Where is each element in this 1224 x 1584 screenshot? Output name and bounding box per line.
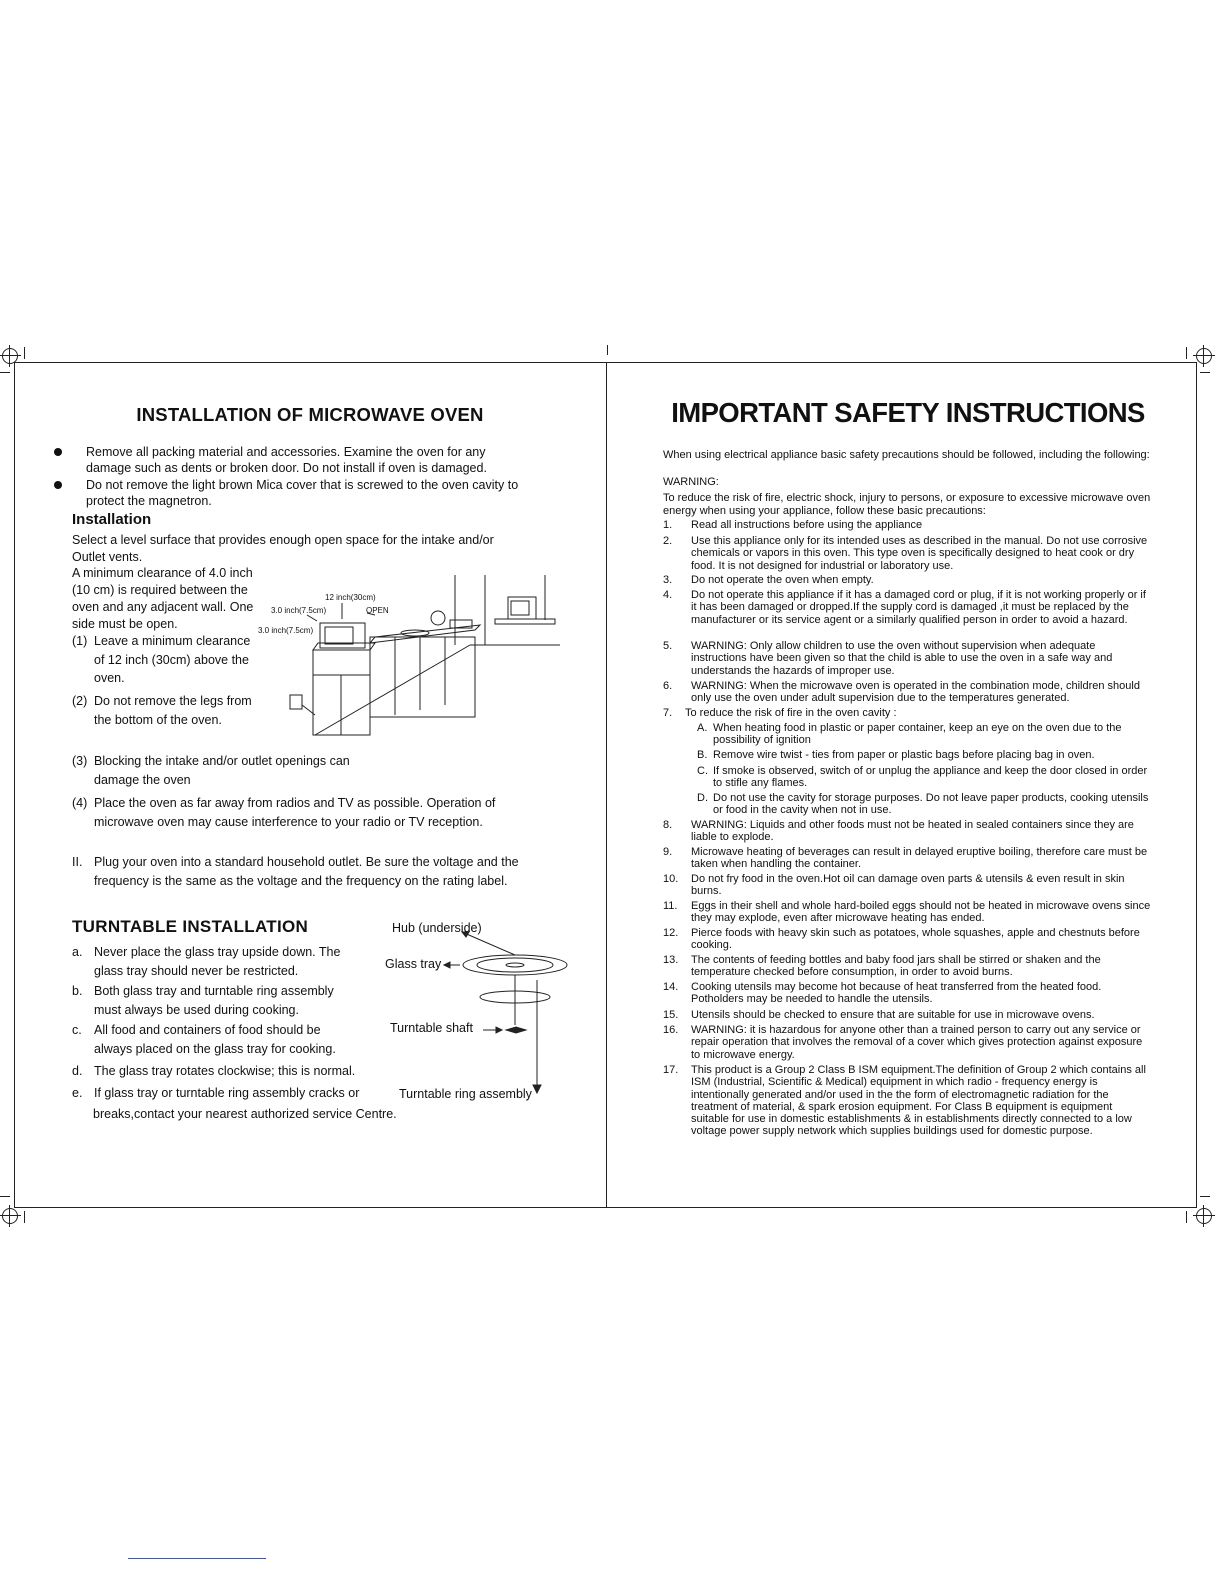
safety-item: 7. To reduce the risk of fire in the oven cavity : [663, 707, 897, 719]
safety-item: 5. WARNING: Only allow children to use the oven without supervision when adequate instructions have been given so that the child is able to use the oven in a safe way and understands the hazards of improper use. [663, 640, 1113, 677]
safety-item: 14. Cooking utensils may become hot because of heat transferred from the heated food. Potholders may be needed to handle the utensils. [663, 981, 1102, 1006]
safety-item: 6. WARNING: When the microwave oven is operated in the combination mode, children should only use the oven under adult supervision due to the temperatures generated. [663, 680, 1140, 705]
installation-title: INSTALLATION OF MICROWAVE OVEN [136, 404, 484, 425]
turntable-shaft-label: Turntable shaft [390, 1021, 473, 1035]
safety-item: 3. Do not operate the oven when empty. [663, 574, 874, 586]
turntable-diagram [440, 930, 580, 1095]
installation-item: II. Plug your oven into a standard household outlet. Be sure the voltage and the frequency is the same as the voltage and the frequency on the rating label. [72, 855, 519, 888]
safety-item: 16. WARNING: it is hazardous for anyone other than a trained person to carry out any service or repair operation that involves the removal of a cover which gives protection against exposure to microwave energy. [663, 1024, 1143, 1061]
registration-mark-bottom-right-icon [1196, 1208, 1212, 1224]
safety-title: IMPORTANT SAFETY INSTRUCTIONS [671, 397, 1145, 428]
installation-heading: Installation [72, 511, 152, 528]
turntable-item: d. The glass tray rotates clockwise; this is normal. [72, 1064, 356, 1078]
diagram-label-open: OPEN [366, 606, 389, 615]
safety-item: 2. Use this appliance only for its intended uses as described in the manual. Do not use corrosive chemicals or vapors in this oven. This type oven is specifically designed to heat cook or dry food. It is not designed for industrial or laboratory use. [663, 535, 1148, 572]
installation-item: (4) Place the oven as far away from radios and TV as possible. Operation of microwave oven may cause interference to your radio or TV reception. [72, 796, 496, 829]
turntable-item: a. Never place the glass tray upside down. The glass tray should never be restricted. [72, 945, 341, 978]
safety-item: 11. Eggs in their shell and whole hard-boiled eggs should not be heated in microwave ovens since they may explode, even after microwave heating has ended. [663, 900, 1151, 925]
turntable-item: b. Both glass tray and turntable ring assembly must always be used during cooking. [72, 984, 334, 1017]
safety-item: 9. Microwave heating of beverages can result in delayed eruptive boiling, therefore care must be taken when handling the container. [663, 846, 1148, 871]
installation-item: (1) Leave a minimum clearance of 12 inch (30cm) above the oven. [72, 634, 251, 685]
turntable-ring-label: Turntable ring assembly [399, 1087, 532, 1101]
safety-item: 10. Do not fry food in the oven.Hot oil can damage oven parts & utensils & even result in skin burns. [663, 873, 1125, 898]
safety-item: 12. Pierce foods with heavy skin such as potatoes, whole squashes, apple and chestnuts before cooking. [663, 927, 1140, 952]
registration-mark-bottom-left-icon [2, 1208, 18, 1224]
diagram-label-side1: 3.0 inch(7.5cm) [271, 606, 327, 615]
glass-tray-label: Glass tray [385, 957, 442, 971]
clearance-text: A minimum clearance of 4.0 inch (10 cm) is required between the oven and any adjacent wall. One side must be open. [72, 566, 254, 631]
safety-item: 15. Utensils should be checked to ensure that are suitable for use in microwave ovens. [663, 1009, 1095, 1021]
registration-mark-top-left-icon [2, 348, 18, 364]
turntable-continuation: breaks,contact your nearest authorized service Centre. [93, 1107, 397, 1121]
bullet-icon [54, 481, 62, 489]
safety-item: 17. This product is a Group 2 Class B ISM equipment.The definition of Group 2 which contains all ISM (Industrial, Scientific & Medical) equipment in which radio - frequency energy is intentionally generated and/or used in the the form of electromagnetic radiation for the treatment of material, & spark erosion equipment. For Class B equipment is equipment suitable for use in domestic establishments & in establishments directly connected to a low voltage power supply network which supplies buildings used for domestic purpose. [663, 1064, 1146, 1138]
safety-item: 8. WARNING: Liquids and other foods must not be heated in sealed containers since they are liable to explode. [663, 819, 1134, 844]
bullet-icon [54, 448, 62, 456]
installation-item: (2) Do not remove the legs from the bottom of the oven. [72, 694, 252, 727]
turntable-item: e. If glass tray or turntable ring assembly cracks or [72, 1086, 360, 1100]
safety-item: 4. Do not operate this appliance if it has a damaged cord or plug, if it is not working properly or if it has been damaged or dropped.If the supply cord is damaged ,it must be replaced by the manufacturer or its service agent or a similarly qualified person in order to avoid a hazard. [663, 589, 1146, 626]
safety-sub-item: A. When heating food in plastic or paper container, keep an eye on the oven due to the possibility of ignition [697, 722, 1122, 747]
safety-sub-item: D. Do not use the cavity for storage purposes. Do not leave paper products, cooking utensils or food in the cavity when not in use. [697, 792, 1149, 817]
warning-label: WARNING: [663, 476, 719, 488]
bullet-item: Do not remove the light brown Mica cover that is screwed to the oven cavity to protect the magnetron. [54, 477, 524, 509]
bullet-item: Remove all packing material and accessories. Examine the oven for any damage such as dents or broken door. Do not install if oven is damaged. [54, 444, 524, 476]
turntable-item: c. All food and containers of food should be always placed on the glass tray for cooking. [72, 1023, 336, 1056]
diagram-label-side2: 3.0 inch(7.5cm) [258, 626, 314, 635]
installation-intro: Select a level surface that provides enough open space for the intake and/or Outlet vents. [72, 533, 494, 564]
installation-item: (3) Blocking the intake and/or outlet openings can damage the oven [72, 754, 350, 787]
safety-sub-item: B. Remove wire twist - ties from paper or plastic bags before placing bag in oven. [697, 749, 1095, 761]
footer-link-line [128, 1558, 266, 1559]
kitchen-installation-diagram [255, 575, 565, 740]
turntable-heading: TURNTABLE INSTALLATION [72, 917, 309, 936]
safety-item: 13. The contents of feeding bottles and baby food jars shall be stirred or shaken and the temperature checked before consumption, in order to avoid burns. [663, 954, 1101, 979]
diagram-label-top: 12 inch(30cm) [325, 593, 376, 602]
safety-item: 1. Read all instructions before using the appliance [663, 519, 923, 531]
safety-intro: When using electrical appliance basic safety precautions should be followed, including the following: [663, 449, 1150, 461]
registration-mark-top-right-icon [1196, 348, 1212, 364]
hub-label: Hub (underside) [392, 921, 482, 935]
safety-sub-item: C. If smoke is observed, switch of or unplug the appliance and keep the door closed in order to stifle any flames. [697, 765, 1148, 790]
warning-text: To reduce the risk of fire, electric shock, injury to persons, or exposure to excessive microwave oven energy when using your appliance, follow these basic precautions: [663, 492, 1151, 517]
